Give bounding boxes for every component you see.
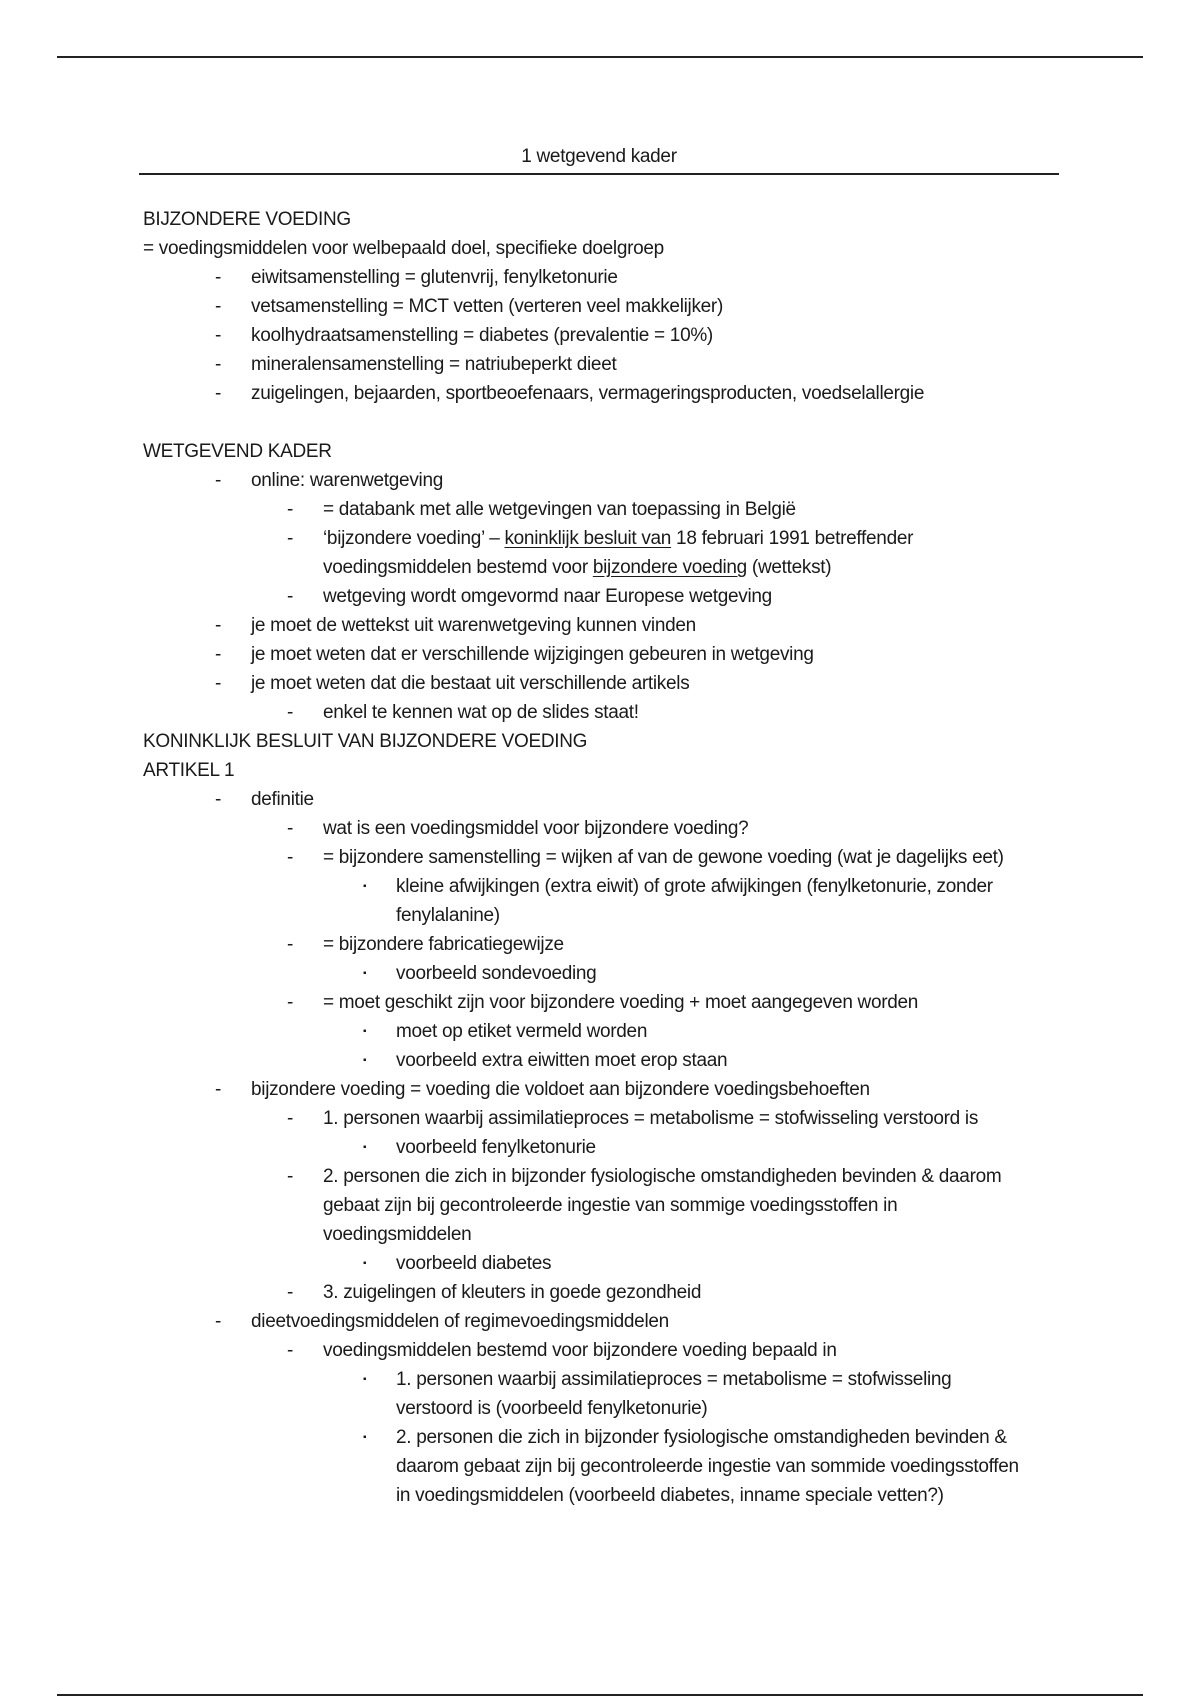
dash-bullet: - xyxy=(287,499,294,520)
dash-bullet: - xyxy=(215,615,222,636)
dash-bullet: - xyxy=(287,1166,294,1187)
dash-bullet: - xyxy=(287,586,294,607)
heading-artikel-1: ARTIKEL 1 xyxy=(143,760,235,781)
dash-bullet: - xyxy=(287,1108,294,1129)
heading-koninklijk-besluit: KONINKLIJK BESLUIT VAN BIJZONDERE VOEDING xyxy=(143,731,588,752)
dash-bullet: - xyxy=(287,992,294,1013)
list-item-continuation: daarom gebaat zijn bij gecontroleerde ingestie van sommide voedingsstoffen xyxy=(396,1456,1019,1477)
list-item: ▪ voorbeeld sondevoeding xyxy=(143,959,1073,988)
dash-bullet: - xyxy=(287,934,294,955)
square-bullet-icon: ▪ xyxy=(363,1258,367,1269)
list-item: - ‘bijzondere voeding’ – koninklijk besluit van 18 februari 1991 betreffender xyxy=(143,524,1073,553)
list-item-continuation: fenylalanine) xyxy=(396,905,500,926)
list-item: - eiwitsamenstelling = glutenvrij, fenylketonurie xyxy=(143,263,1073,292)
list-item: - bijzondere voeding = voeding die voldoet aan bijzondere voedingsbehoeften xyxy=(143,1075,1073,1104)
document-body xyxy=(143,205,1073,1510)
list-item: - 3. zuigelingen of kleuters in goede gezondheid xyxy=(143,1278,1073,1307)
list-item: - = bijzondere samenstelling = wijken af van de gewone voeding (wat je dagelijks eet) xyxy=(143,843,1073,872)
list-item: - je moet weten dat die bestaat uit verschillende artikels xyxy=(143,669,1073,698)
square-bullet-icon: ▪ xyxy=(363,1055,367,1066)
dash-bullet: - xyxy=(215,470,222,491)
dash-bullet: - xyxy=(215,267,222,288)
page-top-rule xyxy=(57,56,1143,58)
dash-bullet: - xyxy=(215,673,222,694)
list-item: - wat is een voedingsmiddel voor bijzondere voeding? xyxy=(143,814,1073,843)
square-bullet-icon: ▪ xyxy=(363,1432,367,1443)
dash-bullet: - xyxy=(215,644,222,665)
list-item: - = databank met alle wetgevingen van toepassing in België xyxy=(143,495,1073,524)
list-item: - mineralensamenstelling = natriubeperkt dieet xyxy=(143,350,1073,379)
dash-bullet: - xyxy=(287,818,294,839)
list-item: - = moet geschikt zijn voor bijzondere voeding + moet aangegeven worden xyxy=(143,988,1073,1017)
list-item: - je moet weten dat er verschillende wijzigingen gebeuren in wetgeving xyxy=(143,640,1073,669)
dash-bullet: - xyxy=(215,789,222,810)
list-item: - vetsamenstelling = MCT vetten (verteren veel makkelijker) xyxy=(143,292,1073,321)
dash-bullet: - xyxy=(287,528,294,549)
page-bottom-rule xyxy=(57,1694,1143,1696)
dash-bullet: - xyxy=(215,1311,222,1332)
list-item: - voedingsmiddelen bestemd voor bijzondere voeding bepaald in xyxy=(143,1336,1073,1365)
list-item: ▪ voorbeeld extra eiwitten moet erop staan xyxy=(143,1046,1073,1075)
square-bullet-icon: ▪ xyxy=(363,1142,367,1153)
dash-bullet: - xyxy=(215,383,222,404)
list-item: ▪ 2. personen die zich in bijzonder fysiologische omstandigheden bevinden & xyxy=(143,1423,1073,1452)
dash-bullet: - xyxy=(287,702,294,723)
document-title: 1 wetgevend kader xyxy=(521,146,677,167)
list-item: - online: warenwetgeving xyxy=(143,466,1073,495)
square-bullet-icon: ▪ xyxy=(363,881,367,892)
list-item-continuation: gebaat zijn bij gecontroleerde ingestie van sommige voedingsstoffen in xyxy=(323,1195,898,1216)
list-item: - 1. personen waarbij assimilatieproces = metabolisme = stofwisseling verstoord is xyxy=(143,1104,1073,1133)
list-item: ▪ moet op etiket vermeld worden xyxy=(143,1017,1073,1046)
list-item: ▪ voorbeeld fenylketonurie xyxy=(143,1133,1073,1162)
definition-line: = voedingsmiddelen voor welbepaald doel, specifieke doelgroep xyxy=(143,238,664,259)
title-underline xyxy=(139,173,1059,175)
list-item: ▪ 1. personen waarbij assimilatieproces = metabolisme = stofwisseling xyxy=(143,1365,1073,1394)
bijzondere-voeding-link[interactable]: bijzondere voeding xyxy=(592,557,747,578)
dash-bullet: - xyxy=(215,296,222,317)
square-bullet-icon: ▪ xyxy=(363,1374,367,1385)
dash-bullet: - xyxy=(287,847,294,868)
list-item: ▪ kleine afwijkingen (extra eiwit) of grote afwijkingen (fenylketonurie, zonder xyxy=(143,872,1073,901)
koninklijk-besluit-link[interactable]: koninklijk besluit van xyxy=(504,528,672,549)
dash-bullet: - xyxy=(215,354,222,375)
square-bullet-icon: ▪ xyxy=(363,1026,367,1037)
list-item: - enkel te kennen wat op de slides staat! xyxy=(143,698,1073,727)
list-item-continuation: in voedingsmiddelen (voorbeeld diabetes, inname speciale vetten?) xyxy=(396,1485,944,1506)
list-item: - zuigelingen, bejaarden, sportbeoefenaars, vermageringsproducten, voedselallergie xyxy=(143,379,1073,408)
heading-wetgevend-kader: WETGEVEND KADER xyxy=(143,441,332,462)
list-item-continuation: verstoord is (voorbeeld fenylketonurie) xyxy=(396,1398,708,1419)
dash-bullet: - xyxy=(215,325,222,346)
dash-bullet: - xyxy=(287,1282,294,1303)
list-item-continuation: voedingsmiddelen xyxy=(323,1224,472,1245)
list-item: - koolhydraatsamenstelling = diabetes (prevalentie = 10%) xyxy=(143,321,1073,350)
list-item: - je moet de wettekst uit warenwetgeving kunnen vinden xyxy=(143,611,1073,640)
list-item: - definitie xyxy=(143,785,1073,814)
list-item: - = bijzondere fabricatiegewijze xyxy=(143,930,1073,959)
dash-bullet: - xyxy=(287,1340,294,1361)
square-bullet-icon: ▪ xyxy=(363,968,367,979)
list-item: - dieetvoedingsmiddelen of regimevoedingsmiddelen xyxy=(143,1307,1073,1336)
spacer xyxy=(143,408,1073,437)
list-item: - wetgeving wordt omgevormd naar Europese wetgeving xyxy=(143,582,1073,611)
list-item-continuation: voedingsmiddelen bestemd voor bijzondere voeding (wettekst) xyxy=(323,557,832,578)
dash-bullet: - xyxy=(215,1079,222,1100)
list-item: ▪ voorbeeld diabetes xyxy=(143,1249,1073,1278)
list-item: - 2. personen die zich in bijzonder fysiologische omstandigheden bevinden & daarom xyxy=(143,1162,1073,1191)
heading-bijzondere-voeding: BIJZONDERE VOEDING xyxy=(143,209,351,230)
